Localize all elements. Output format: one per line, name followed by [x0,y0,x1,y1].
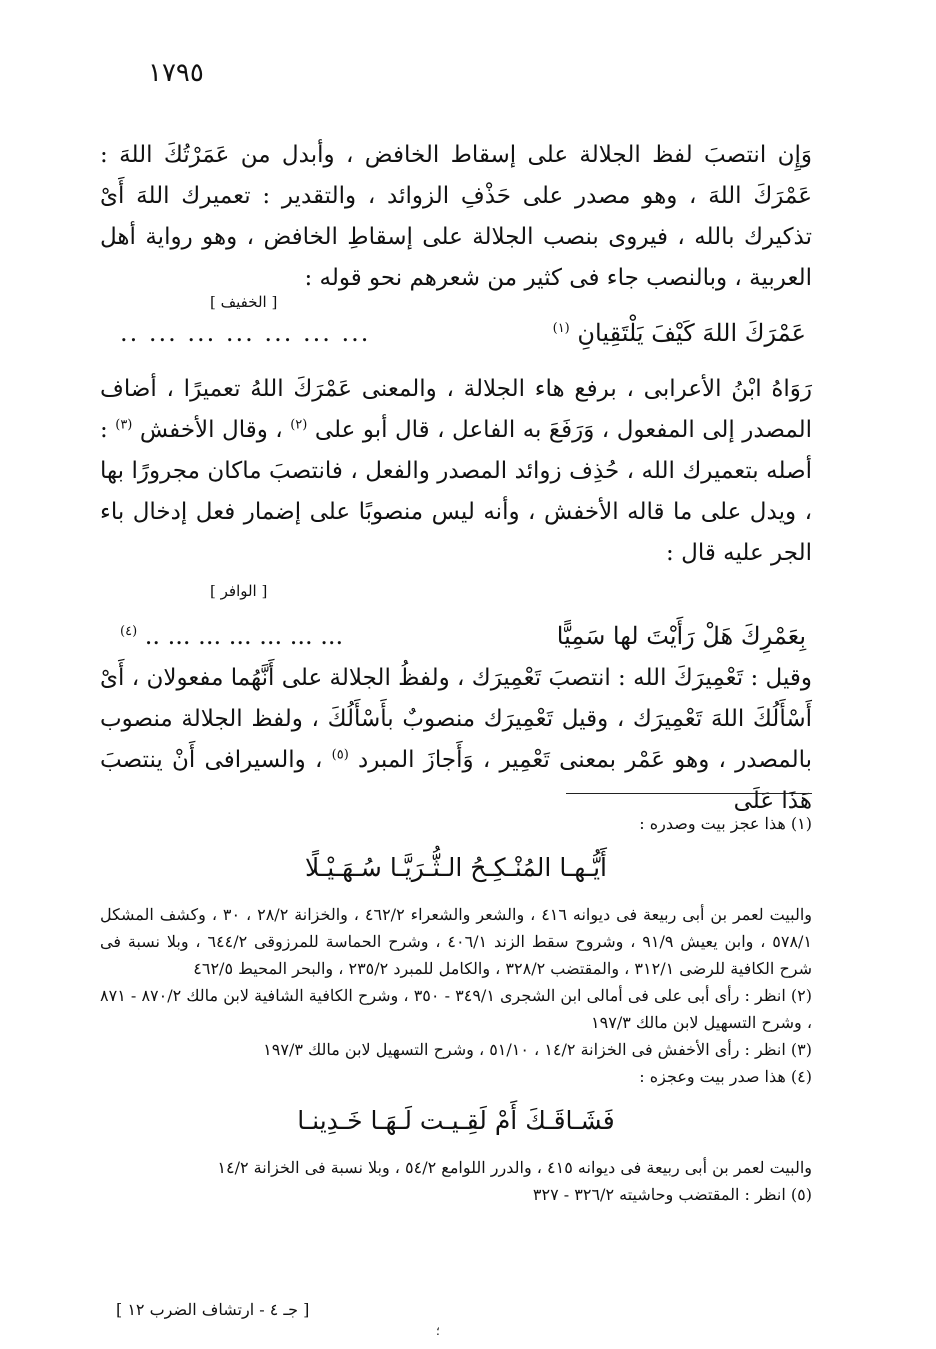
main-text [100,135,812,822]
verse-text: عَمْرَكَ اللهَ كَيْفَ يَلْتَقِيانِ [577,319,806,347]
footnote-marker: (٣) [115,417,133,433]
footnote-marker: (٥) [331,747,349,763]
meter-label: [ الخفيف ] [210,293,278,311]
paragraph [100,369,812,574]
meter-label: [ الوافر ] [210,582,268,600]
paragraph-text: ، وقال الأخفش [139,417,283,443]
paragraph [100,658,812,822]
bottom-mark: ؛ [436,1324,440,1338]
page-number: ١٧٩٥ [148,58,204,88]
footnote-divider [566,793,812,794]
footnote-1-text: والبيت لعمر بن أبى ربيعة فى ديوانه ٤١٦ ، والشعر والشعراء ٤٦٢/٢ ، والخزانة ٢٨/٢ ، ٣٠ ، وكشف المشكل ٥٧٨/١ ، وابن يعيش ٩١/٩ ، وشروح سقط الزند ٤٠٦/١ ، وشرح الحماسة للمرزوقى ٦٤٤/٢ ، وبلا نسبة فى شرح الكافية للرضى ٣١٢/١ ، والمقتضب ٣٢٨/٢ ، والكامل للمبرد ٢٣٥/٢ ، والبحر المحيط ٤٦٢/٥ [100,905,813,978]
verse-ellipsis-text: ... ... ... ... ... ... .. [144,622,344,650]
verse-hemistich [553,311,812,355]
footnote-1-intro: (١) هذا عجز بيت وصدره : [639,814,812,833]
paragraph-text: ، والسيرافى أَنْ ينتصبَ هَذَا عَلَى [100,747,812,814]
paragraph-text: وقيل : تَعْمِيرَكَ الله : انتصبَ تَعْمِيرَك ، ولفظُ الجلالة على أَنَّهُما مفعولان ، أَىْ أَسْأَلُكَ اللهَ تَعْمِيرَك ، وقيل تَعْمِيرَك منصوبٌ بأَسْأَلُكَ ، ولفظ الجلالة منصوب بالمصدر ، وهو عَمْر بمعنى تَعْمِير ، وَأَجازَ المبرد [100,665,813,773]
footnote-4-verse: فَشَـاقَـكَ أَمْ لَقِـيـت لَـهَـا خَـدِينـا [297,1106,615,1135]
footnote-1-verse: أَيُّـهـا المُنْـكِـحُ الـثُّـرَيَّـا سُـهَـيْـلًا [304,853,608,882]
paragraph-text: رَوَاهُ ابْنُ الأعرابى ، برفع هاء الجلالة ، والمعنى عَمْرَكَ اللهُ تعميرًا ، أضاف المصدر إلى المفعول ، وَرَفَعَ به الفاعل ، قال أبو على [100,376,813,443]
footnote-marker: (٤) [120,624,138,639]
footnote-5: (٥) انظر : المقتضب وحاشيته ٣٢٦/٢ - ٣٢٧ [532,1185,812,1204]
footnote-3: (٣) انظر : رأى الأخفش فى الخزانة ١٤/٢ ، ٥١/١٠ ، وشرح التسهيل لابن مالك ١٩٧/٣ [263,1040,812,1059]
signature-footer: [ جـ ٤ - ارتشاف الضرب ١٢ ] [116,1300,310,1319]
footnote-marker: (٢) [290,417,308,433]
paragraph: وَإِن انتصبَ لفظ الجلالة على إسقاط الخافض ، وأبدل من عَمَرْتُكَ اللهَ : عَمْرَكَ اللهَ ، وهو مصدر على حَذْفِ الزوائد ، والتقدير : تعميرك اللهَ أَىْ تذكيرك بالله ، فيروى بنصب الجلالة على إسقاطِ الخافض ، وهو رواية أهل العربية ، وبالنصب جاء فى كثير من شعرهم نحو قوله : [100,142,812,291]
verse-ellipsis [100,614,343,658]
verse-text: بِعَمْرِكَ هَلْ رَأَيْتَ لها سَمِيًّا [556,622,806,650]
footnote-4-intro: (٤) هذا صدر بيت وعجزه : [639,1067,812,1086]
footnote-2: (٢) انظر : رأى أبى على فى أمالى ابن الشجرى ٣٤٩/١ - ٣٥٠ ، وشرح الكافية الشافية لابن مالك ٨٧٠/٢ - ٨٧١ ، وشرح التسهيل لابن مالك ١٩٧/٣ [100,986,813,1032]
footnote-marker: (١) [552,321,570,336]
verse-line [100,614,812,658]
footnote-4-text: والبيت لعمر بن أبى ربيعة فى ديوانه ٤١٥ ، والدرر اللوامع ٥٤/٢ ، وبلا نسبة فى الخزانة ١٤/٢ [217,1158,812,1177]
verse-ellipsis: ... ... ... ... ... ... .. [120,319,371,347]
verse-line [100,311,812,355]
paragraph-text: : أصله بتعميرك الله ، حُذِف زوائد المصدر والفعل ، فانتصبَ ماكان مجرورًا بها ، ويدل على ما قاله الأخفش ، وأنه ليس منصوبًا على إضمار فعل إدخال باء الجر عليه قال : [100,417,812,566]
footnotes [100,810,812,1208]
